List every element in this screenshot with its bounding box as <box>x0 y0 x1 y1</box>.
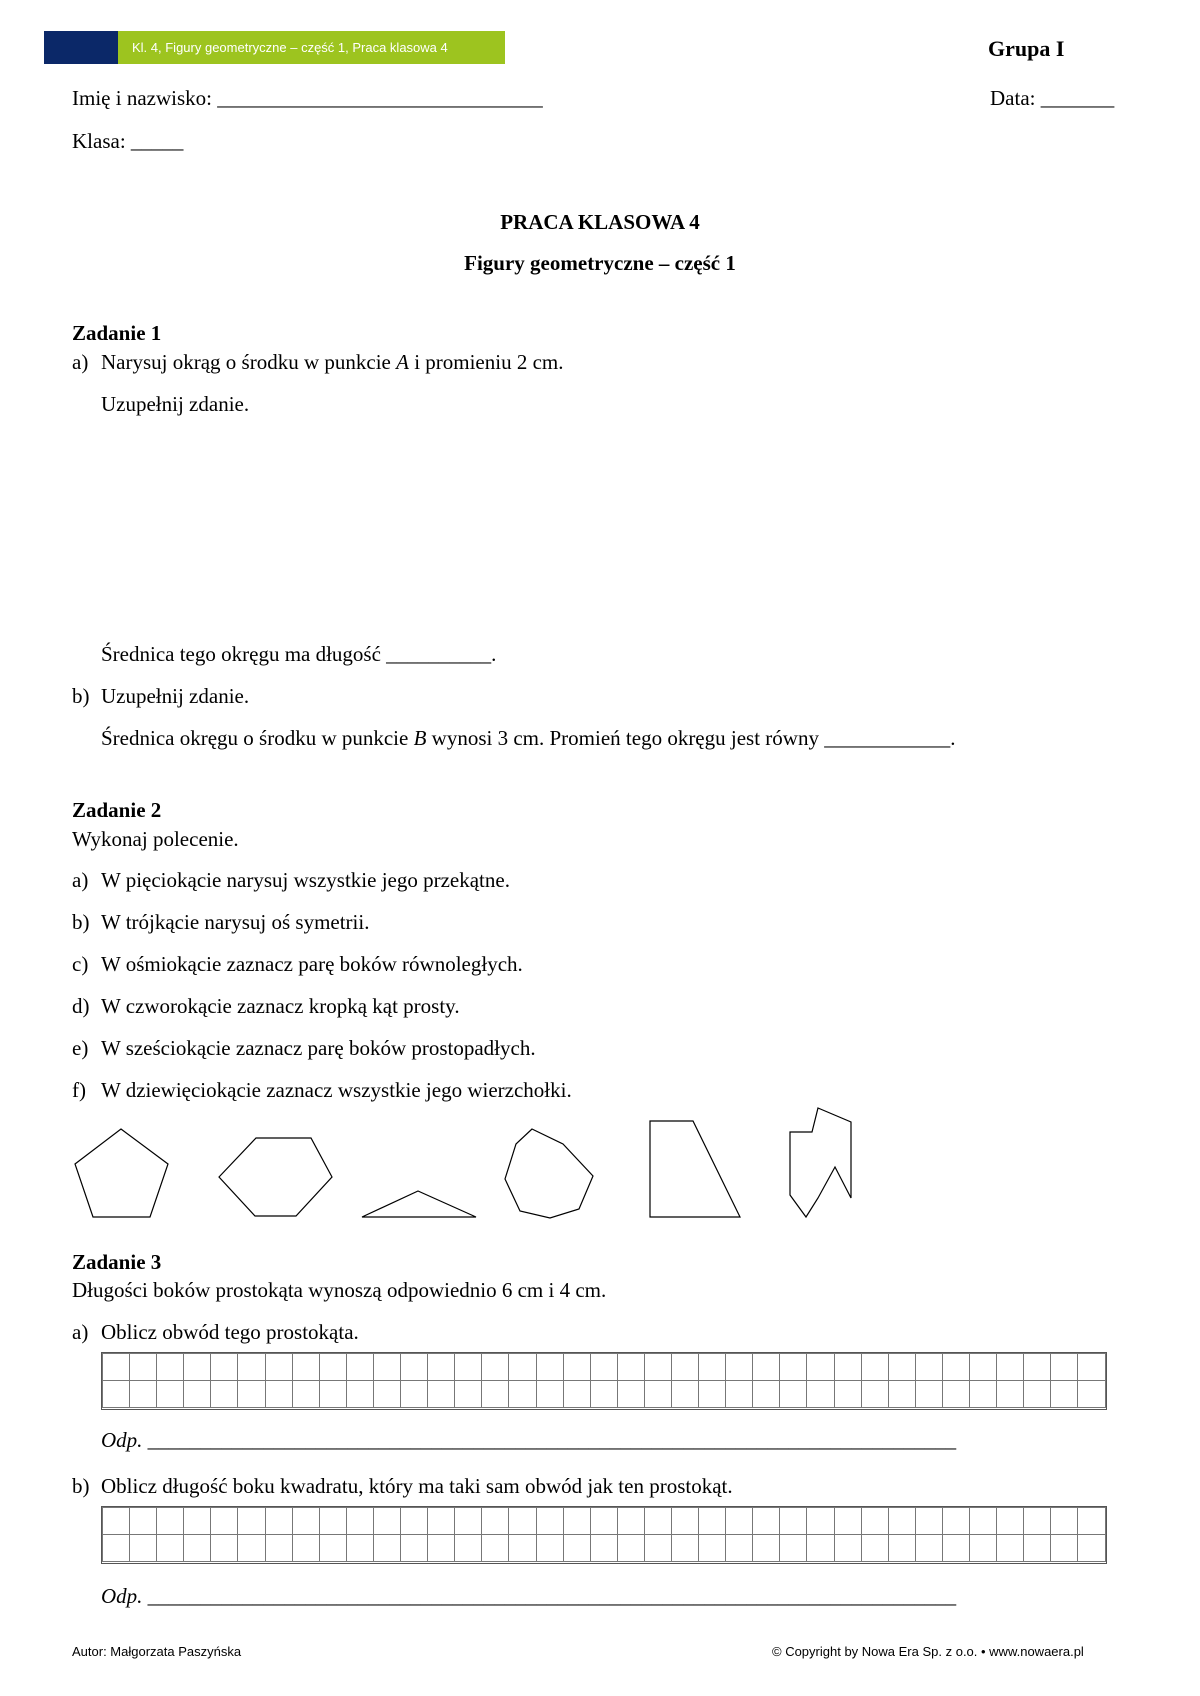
grid-cell[interactable] <box>455 1354 482 1381</box>
grid-cell[interactable] <box>238 1354 265 1381</box>
header-logo-block <box>44 31 118 64</box>
grid-cell[interactable] <box>942 1535 969 1562</box>
grid-cell[interactable] <box>753 1508 780 1535</box>
grid-cell[interactable] <box>807 1535 834 1562</box>
grid-cell[interactable] <box>211 1508 238 1535</box>
grid-cell[interactable] <box>644 1381 671 1408</box>
grid-cell[interactable] <box>509 1354 536 1381</box>
task2-item-text: W ośmiokącie zaznacz parę boków równoległych. <box>101 952 523 976</box>
grid-cell[interactable] <box>671 1535 698 1562</box>
grid-cell[interactable] <box>997 1508 1024 1535</box>
grid-cell[interactable] <box>915 1508 942 1535</box>
grid-cell[interactable] <box>238 1535 265 1562</box>
grid-cell[interactable] <box>644 1508 671 1535</box>
task2-heading: Zadanie 2 <box>72 798 162 822</box>
grid-cell[interactable] <box>346 1381 373 1408</box>
grid-cell[interactable] <box>536 1535 563 1562</box>
grid-cell[interactable] <box>563 1354 590 1381</box>
name-field[interactable]: Imię i nazwisko: _______________________________ <box>72 86 543 110</box>
grid-cell[interactable] <box>997 1535 1024 1562</box>
grid-cell[interactable] <box>617 1354 644 1381</box>
grid-cell[interactable] <box>184 1381 211 1408</box>
grid-cell[interactable] <box>915 1535 942 1562</box>
grid-cell[interactable] <box>482 1354 509 1381</box>
grid-cell[interactable] <box>861 1508 888 1535</box>
grid-cell[interactable] <box>753 1535 780 1562</box>
grid-cell[interactable] <box>726 1508 753 1535</box>
grid-cell[interactable] <box>373 1381 400 1408</box>
grid-cell[interactable] <box>1024 1535 1051 1562</box>
grid-cell[interactable] <box>130 1535 157 1562</box>
grid-cell[interactable] <box>617 1535 644 1562</box>
grid-cell[interactable] <box>617 1381 644 1408</box>
header-banner: Kl. 4, Figury geometryczne – część 1, Praca klasowa 4 <box>118 31 505 64</box>
grid-cell[interactable] <box>644 1354 671 1381</box>
grid-cell[interactable] <box>265 1381 292 1408</box>
grid-cell[interactable] <box>455 1535 482 1562</box>
grid-cell[interactable] <box>671 1508 698 1535</box>
grid-cell[interactable] <box>970 1354 997 1381</box>
grid-cell[interactable] <box>1024 1508 1051 1535</box>
grid-cell[interactable] <box>1051 1535 1078 1562</box>
grid-cell[interactable] <box>238 1381 265 1408</box>
grid-cell[interactable] <box>130 1381 157 1408</box>
grid-cell[interactable] <box>617 1508 644 1535</box>
shapes-row <box>0 1100 1200 1230</box>
task1-a-complete: Uzupełnij zdanie. <box>101 392 250 416</box>
grid-cell[interactable] <box>130 1508 157 1535</box>
task3-a-marker: a) <box>72 1320 89 1344</box>
grid-cell[interactable] <box>346 1354 373 1381</box>
task2-item-text: W sześciokącie zaznacz parę boków prostopadłych. <box>101 1036 536 1060</box>
grid-cell[interactable] <box>780 1381 807 1408</box>
grid-cell[interactable] <box>482 1508 509 1535</box>
grid-cell[interactable] <box>238 1508 265 1535</box>
grid-cell[interactable] <box>401 1381 428 1408</box>
grid-cell[interactable] <box>834 1535 861 1562</box>
grid-cell[interactable] <box>970 1381 997 1408</box>
grid-cell[interactable] <box>997 1381 1024 1408</box>
grid-cell[interactable] <box>103 1508 130 1535</box>
grid-cell[interactable] <box>292 1508 319 1535</box>
grid-cell[interactable] <box>1051 1381 1078 1408</box>
task2-item-text: W czworokącie zaznacz kropką kąt prosty. <box>101 994 460 1018</box>
grid-cell[interactable] <box>157 1508 184 1535</box>
footer-copyright: © Copyright by Nowa Era Sp. z o.o. • www.nowaera.pl <box>772 1644 1084 1659</box>
class-field[interactable]: Klasa: _____ <box>72 129 184 153</box>
task2-item-marker: f) <box>72 1078 86 1102</box>
date-field[interactable]: Data: _______ <box>990 86 1115 110</box>
grid-cell[interactable] <box>807 1354 834 1381</box>
task2-item-marker: a) <box>72 868 89 892</box>
grid-cell[interactable] <box>373 1354 400 1381</box>
task1-a-marker: a) <box>72 350 89 374</box>
hexagon-shape <box>219 1138 332 1216</box>
task3-a-answer[interactable]: Odp. _____________________________________________________________________________ <box>101 1428 957 1452</box>
pentagon-shape <box>75 1129 168 1217</box>
grid-cell[interactable] <box>970 1508 997 1535</box>
grid-cell[interactable] <box>292 1381 319 1408</box>
grid-cell[interactable] <box>726 1354 753 1381</box>
footer-author: Autor: Małgorzata Paszyńska <box>72 1644 242 1659</box>
grid-cell[interactable] <box>428 1535 455 1562</box>
grid-cell[interactable] <box>888 1354 915 1381</box>
grid-cell[interactable] <box>103 1535 130 1562</box>
grid-cell[interactable] <box>536 1381 563 1408</box>
grid-cell[interactable] <box>807 1381 834 1408</box>
grid-cell[interactable] <box>401 1508 428 1535</box>
grid-cell[interactable] <box>590 1354 617 1381</box>
grid-cell[interactable] <box>401 1535 428 1562</box>
grid-cell[interactable] <box>834 1508 861 1535</box>
grid-cell[interactable] <box>699 1381 726 1408</box>
task1-b-marker: b) <box>72 684 90 708</box>
grid-cell[interactable] <box>428 1381 455 1408</box>
grid-cell[interactable] <box>1024 1381 1051 1408</box>
grid-cell[interactable] <box>1078 1354 1106 1381</box>
task2-item-text: W dziewięciokącie zaznacz wszystkie jego wierzchołki. <box>101 1078 572 1102</box>
calculation-grid-a[interactable] <box>101 1352 1107 1410</box>
grid-cell[interactable] <box>970 1535 997 1562</box>
task2-item-text: W pięciokącie narysuj wszystkie jego przekątne. <box>101 868 510 892</box>
grid-cell[interactable] <box>157 1354 184 1381</box>
grid-cell[interactable] <box>780 1354 807 1381</box>
grid-cell[interactable] <box>157 1381 184 1408</box>
grid-cell[interactable] <box>428 1508 455 1535</box>
grid-cell[interactable] <box>834 1354 861 1381</box>
grid-cell[interactable] <box>455 1381 482 1408</box>
grid-cell[interactable] <box>184 1508 211 1535</box>
grid-cell[interactable] <box>373 1508 400 1535</box>
grid-cell[interactable] <box>184 1354 211 1381</box>
grid-cell[interactable] <box>997 1354 1024 1381</box>
grid-cell[interactable] <box>590 1508 617 1535</box>
grid-cell[interactable] <box>915 1381 942 1408</box>
calculation-grid-b[interactable] <box>101 1506 1107 1564</box>
grid-cell[interactable] <box>563 1381 590 1408</box>
grid-cell[interactable] <box>428 1354 455 1381</box>
grid-cell[interactable] <box>942 1354 969 1381</box>
grid-cell[interactable] <box>563 1508 590 1535</box>
grid-cell[interactable] <box>1078 1508 1106 1535</box>
grid-cell[interactable] <box>590 1535 617 1562</box>
octagon-shape <box>505 1129 593 1218</box>
grid-cell[interactable] <box>455 1508 482 1535</box>
grid-cell[interactable] <box>942 1508 969 1535</box>
page-title: PRACA KLASOWA 4 <box>500 210 700 234</box>
grid-cell[interactable] <box>753 1381 780 1408</box>
grid-cell[interactable] <box>699 1535 726 1562</box>
task1-heading: Zadanie 1 <box>72 321 162 345</box>
grid-cell[interactable] <box>861 1535 888 1562</box>
grid-cell[interactable] <box>157 1535 184 1562</box>
grid-cell[interactable] <box>699 1354 726 1381</box>
triangle-shape <box>362 1191 476 1217</box>
grid-cell[interactable] <box>130 1354 157 1381</box>
task3-heading: Zadanie 3 <box>72 1250 162 1274</box>
task3-b-text: Oblicz długość boku kwadratu, który ma taki sam obwód jak ten prostokąt. <box>101 1474 733 1498</box>
grid-cell[interactable] <box>509 1535 536 1562</box>
grid-cell[interactable] <box>861 1381 888 1408</box>
grid-cell[interactable] <box>1051 1508 1078 1535</box>
grid-cell[interactable] <box>265 1354 292 1381</box>
task1-b-sentence: Średnica okręgu o środku w punkcie B wynosi 3 cm. Promień tego okręgu jest równy ____________. <box>101 726 956 750</box>
task1-b-complete: Uzupełnij zdanie. <box>101 684 250 708</box>
grid-cell[interactable] <box>671 1381 698 1408</box>
grid-cell[interactable] <box>888 1381 915 1408</box>
grid-cell[interactable] <box>942 1381 969 1408</box>
grid-cell[interactable] <box>563 1535 590 1562</box>
grid-cell[interactable] <box>726 1381 753 1408</box>
grid-cell[interactable] <box>536 1508 563 1535</box>
task2-item-marker: b) <box>72 910 90 934</box>
grid-cell[interactable] <box>346 1508 373 1535</box>
task2-item-text: W trójkącie narysuj oś symetrii. <box>101 910 370 934</box>
page-subtitle: Figury geometryczne – część 1 <box>464 251 736 275</box>
grid-cell[interactable] <box>861 1354 888 1381</box>
grid-cell[interactable] <box>103 1354 130 1381</box>
task2-item-marker: e) <box>72 1036 89 1060</box>
grid-cell[interactable] <box>536 1354 563 1381</box>
grid-cell[interactable] <box>590 1381 617 1408</box>
grid-cell[interactable] <box>807 1508 834 1535</box>
grid-cell[interactable] <box>265 1508 292 1535</box>
grid-cell[interactable] <box>1078 1381 1106 1408</box>
grid-cell[interactable] <box>103 1381 130 1408</box>
grid-cell[interactable] <box>211 1354 238 1381</box>
grid-cell[interactable] <box>699 1508 726 1535</box>
task1-a-instruction: Narysuj okrąg o środku w punkcie A i promieniu 2 cm. <box>101 350 564 374</box>
nonagon-shape <box>790 1108 851 1217</box>
grid-cell[interactable] <box>644 1535 671 1562</box>
task3-b-answer[interactable]: Odp. _____________________________________________________________________________ <box>101 1584 957 1608</box>
grid-cell[interactable] <box>509 1508 536 1535</box>
grid-cell[interactable] <box>509 1381 536 1408</box>
grid-cell[interactable] <box>888 1535 915 1562</box>
grid-cell[interactable] <box>1051 1354 1078 1381</box>
grid-cell[interactable] <box>482 1381 509 1408</box>
drawing-area[interactable] <box>101 420 1101 630</box>
grid-cell[interactable] <box>292 1535 319 1562</box>
grid-cell[interactable] <box>319 1508 346 1535</box>
task3-b-marker: b) <box>72 1474 90 1498</box>
grid-cell[interactable] <box>211 1381 238 1408</box>
task2-intro: Wykonaj polecenie. <box>72 827 239 851</box>
grid-cell[interactable] <box>1078 1535 1106 1562</box>
task3-intro: Długości boków prostokąta wynoszą odpowiednio 6 cm i 4 cm. <box>72 1278 607 1302</box>
grid-cell[interactable] <box>346 1535 373 1562</box>
task2-item-marker: d) <box>72 994 90 1018</box>
grid-cell[interactable] <box>1024 1354 1051 1381</box>
grid-cell[interactable] <box>184 1535 211 1562</box>
grid-cell[interactable] <box>726 1535 753 1562</box>
grid-cell[interactable] <box>319 1354 346 1381</box>
task1-a-sentence: Średnica tego okręgu ma długość __________. <box>101 642 497 666</box>
grid-cell[interactable] <box>753 1354 780 1381</box>
grid-cell[interactable] <box>401 1354 428 1381</box>
group-label: Grupa I <box>988 36 1065 61</box>
task2-item-marker: c) <box>72 952 89 976</box>
grid-cell[interactable] <box>482 1535 509 1562</box>
grid-cell[interactable] <box>888 1508 915 1535</box>
grid-cell[interactable] <box>834 1381 861 1408</box>
grid-cell[interactable] <box>780 1508 807 1535</box>
grid-cell[interactable] <box>671 1354 698 1381</box>
grid-cell[interactable] <box>373 1535 400 1562</box>
grid-cell[interactable] <box>292 1354 319 1381</box>
grid-cell[interactable] <box>915 1354 942 1381</box>
grid-cell[interactable] <box>319 1381 346 1408</box>
grid-cell[interactable] <box>780 1535 807 1562</box>
grid-cell[interactable] <box>319 1535 346 1562</box>
quadrilateral-shape <box>650 1121 740 1217</box>
grid-cell[interactable] <box>265 1535 292 1562</box>
grid-cell[interactable] <box>211 1535 238 1562</box>
task3-a-text: Oblicz obwód tego prostokąta. <box>101 1320 359 1344</box>
